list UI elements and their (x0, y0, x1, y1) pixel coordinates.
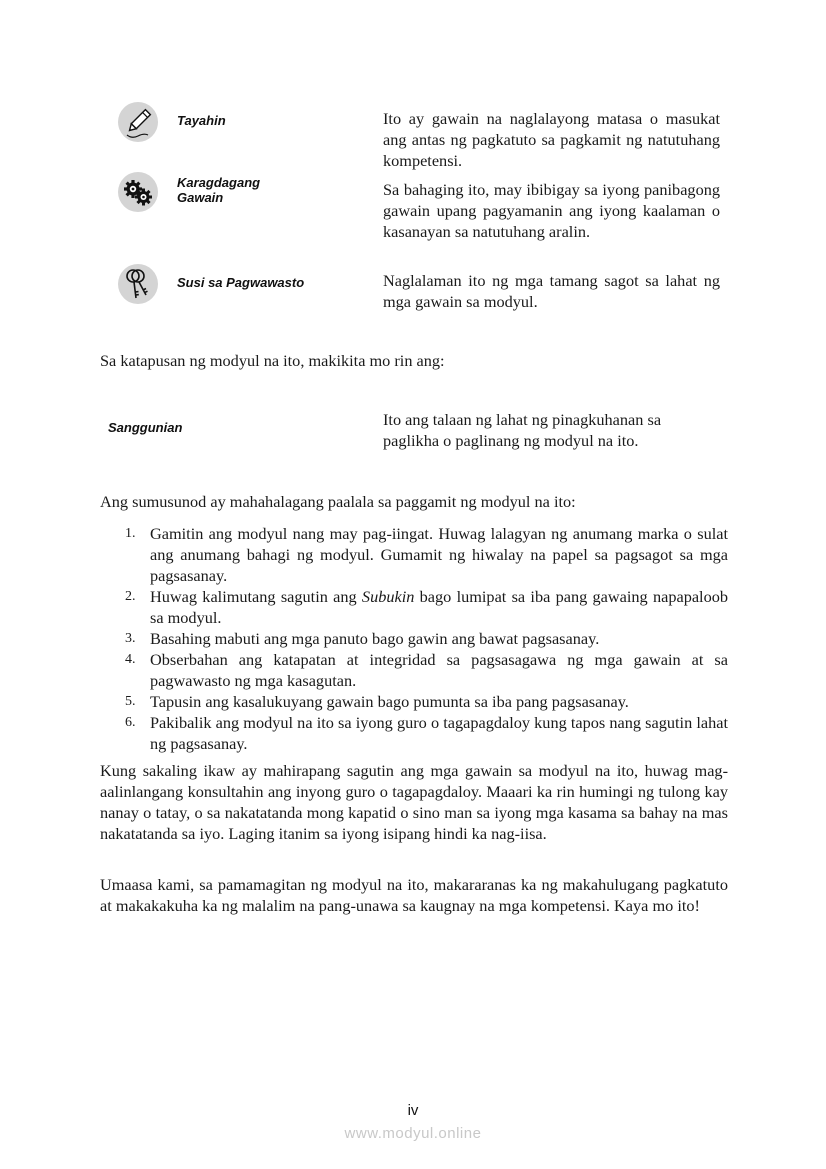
watermark-link[interactable]: www.modyul.online (344, 1125, 482, 1142)
section-description-sanggunian: Ito ang talaan ng lahat ng pinagkuhanan sa paglikha o paglinang ng modyul na ito. (383, 410, 662, 450)
section-label-karagdagang-gawain: Karagdagang Gawain (177, 175, 261, 205)
list-item: 4. Obserbahan ang katapatan at integridad sa pagsasagawa ng mga gawain at sa pagwawasto ng mga kasagutan. (125, 650, 728, 690)
keys-icon (118, 264, 158, 304)
list-item: 3. Basahing mabuti ang mga panuto bago gawin ang bawat pagsasanay. (125, 629, 600, 648)
reminders-intro-text: Ang sumusunod ay mahahalagang paalala sa paggamit ng modyul na ito: (100, 492, 576, 511)
section-label-sanggunian: Sanggunian (108, 420, 183, 435)
list-item: 6. Pakibalik ang modyul na ito sa iyong guro o tagapagdaloy kung tapos nang sagutin lahat ng pagsasanay. (125, 713, 728, 753)
closing-paragraph: Umaasa kami, sa pamamagitan ng modyul na ito, makararanas ka ng makahulugang pagkatuto at makakakuha ka ng malalim na pang-unawa sa kaugnay na mga kompetensi. Kaya mo ito! (100, 875, 728, 915)
section-description-tayahin: Ito ay gawain na naglalayong matasa o masukat ang antas ng pagkatuto sa pagkamit ng natutuhang kompetensi. (383, 109, 720, 170)
page-number: iv (407, 1102, 419, 1119)
emphasis-subukin: Subukin (361, 587, 415, 606)
section-label-tayahin: Tayahin (177, 113, 226, 128)
gears-icon (118, 172, 158, 212)
list-item: 1. Gamitin ang modyul nang may pag-iingat. Huwag lalagyan ng anumang marka o sulat ang anumang bahagi ng modyul. Gumamit ng hiwalay na papel sa pagsagot sa mga pagsasanay. (125, 524, 728, 585)
end-intro-text: Sa katapusan ng modyul na ito, makikita mo rin ang: (100, 351, 445, 370)
section-description-karagdagang-gawain: Sa bahaging ito, may ibibigay sa iyong panibagong gawain upang pagyamanin ang iyong kaalaman o kasanayan sa natutuhang aralin. (383, 180, 720, 241)
section-description-susi-sa-pagwawasto: Naglalaman ito ng mga tamang sagot sa lahat ng mga gawain sa modyul. (383, 271, 720, 311)
help-paragraph: Kung sakaling ikaw ay mahirapang sagutin ang mga gawain sa modyul na ito, huwag mag-aalinlangang konsultahin ang inyong guro o tagapagdaloy. Maaari ka rin humingi ng tulong kay nanay o tatay, o sa nakatatanda mong kapatid o sino man sa iyong mga kasama sa bahay na mas nakatatanda sa iyo. Laging itanim sa iyong isipang hindi ka nag-iisa. (100, 761, 728, 843)
list-item: 2. Huwag kalimutang sagutin ang Subukin bago lumipat sa iba pang gawaing napapaloob sa modyul. (125, 587, 729, 627)
reminders-list (100, 523, 728, 754)
section-label-susi-sa-pagwawasto: Susi sa Pagwawasto (177, 275, 305, 290)
pencil-icon (118, 102, 158, 142)
list-item: 5. Tapusin ang kasalukuyang gawain bago pumunta sa iba pang pagsasanay. (125, 692, 629, 711)
